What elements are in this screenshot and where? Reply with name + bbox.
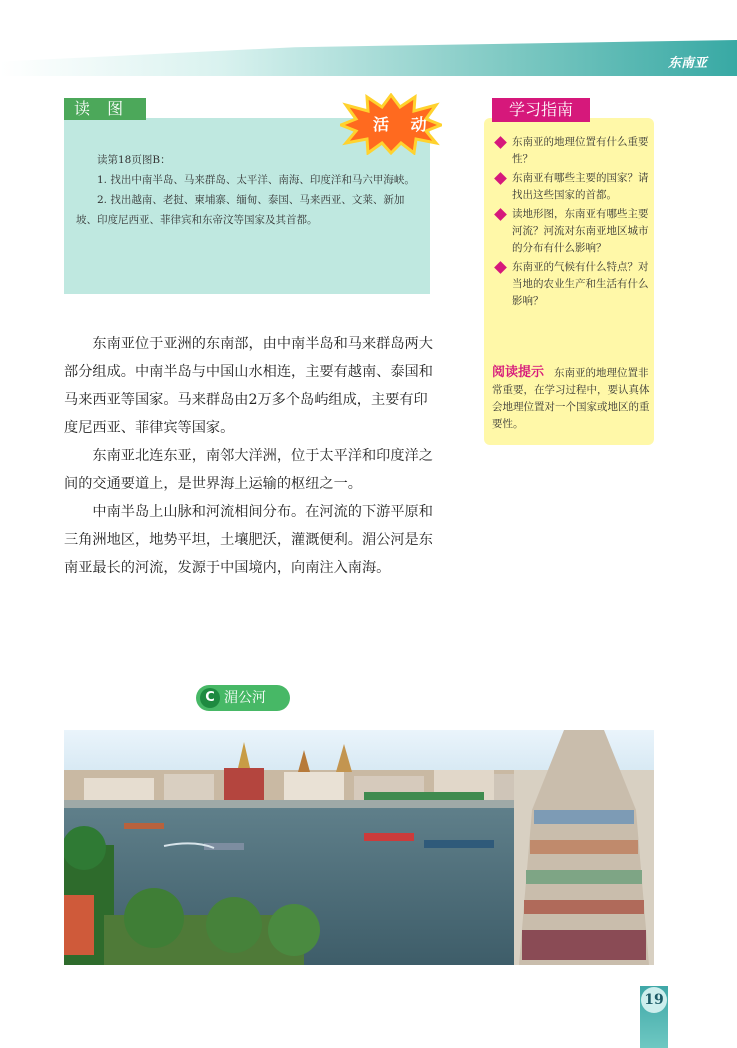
guide-item-text: 东南亚的地理位置有什么重要性？ <box>512 136 649 165</box>
study-guide-list <box>492 134 652 312</box>
guide-item <box>492 259 652 310</box>
read-map-item-1: 1. 找出中南半岛、马来群岛、太平洋、南海、印度洋和马六甲海峡。 <box>97 174 415 186</box>
guide-item-text: 读地形图，东南亚有哪些主要河流？河流对东南亚地区城市的分布有什么影响？ <box>512 208 649 254</box>
photo-caption-text: 湄公河 <box>224 690 266 706</box>
reading-tip <box>492 364 650 433</box>
guide-item-text: 东南亚的气候有什么特点？对当地的农业生产和生活有什么影响？ <box>512 261 649 307</box>
body-paragraph-3: 中南半岛上山脉和河流相间分布。在河流的下游平原和三角洲地区，地势平坦，土壤肥沃，灌溉便利。湄公河是东南亚最长的河流，发源于中国境内，向南注入南海。 <box>64 504 433 576</box>
read-map-item-2: 2. 找出越南、老挝、柬埔寨、缅甸、泰国、马来西亚、文莱、新加坡、印度尼西亚、菲律宾和东帝汶等国家及其首都。 <box>76 194 405 226</box>
header-band <box>0 40 737 76</box>
body-paragraph-1: 东南亚位于亚洲的东南部，由中南半岛和马来群岛两大部分组成。中南半岛与中国山水相连，主要有越南、泰国和马来西亚等国家。马来群岛由2万多个岛屿组成，主要有印度尼西亚、菲律宾等国家。 <box>64 336 433 436</box>
page-number: 19 <box>641 987 667 1013</box>
activity-label: 活 动 <box>373 115 435 134</box>
photo-caption <box>196 685 290 711</box>
section-title: 东南亚 <box>667 56 707 71</box>
diamond-bullet-icon <box>494 208 507 221</box>
mekong-river-photo <box>64 730 654 965</box>
reading-tip-text: 东南亚的地理位置非常重要，在学习过程中，要认真体会地理位置对一个国家或地区的重要性。 <box>492 367 650 430</box>
diamond-bullet-icon <box>494 136 507 149</box>
read-map-text <box>76 150 421 230</box>
photo-letter-badge: C <box>200 688 220 708</box>
body-text <box>64 330 436 582</box>
guide-item-text: 东南亚有哪些主要的国家？请找出这些国家的首都。 <box>512 172 649 201</box>
diamond-bullet-icon <box>494 261 507 274</box>
guide-item <box>492 170 652 204</box>
guide-item <box>492 134 652 168</box>
guide-item <box>492 206 652 257</box>
read-map-tab: 读 图 <box>64 98 146 120</box>
diamond-bullet-icon <box>494 172 507 185</box>
body-paragraph-2: 东南亚北连东亚，南邻大洋洲，位于太平洋和印度洋之间的交通要道上，是世界海上运输的枢纽之一。 <box>64 448 433 492</box>
reading-tip-label: 阅读提示 <box>492 365 545 380</box>
read-map-intro: 读第18页图B： <box>97 154 171 166</box>
study-guide-tab: 学习指南 <box>492 98 590 122</box>
